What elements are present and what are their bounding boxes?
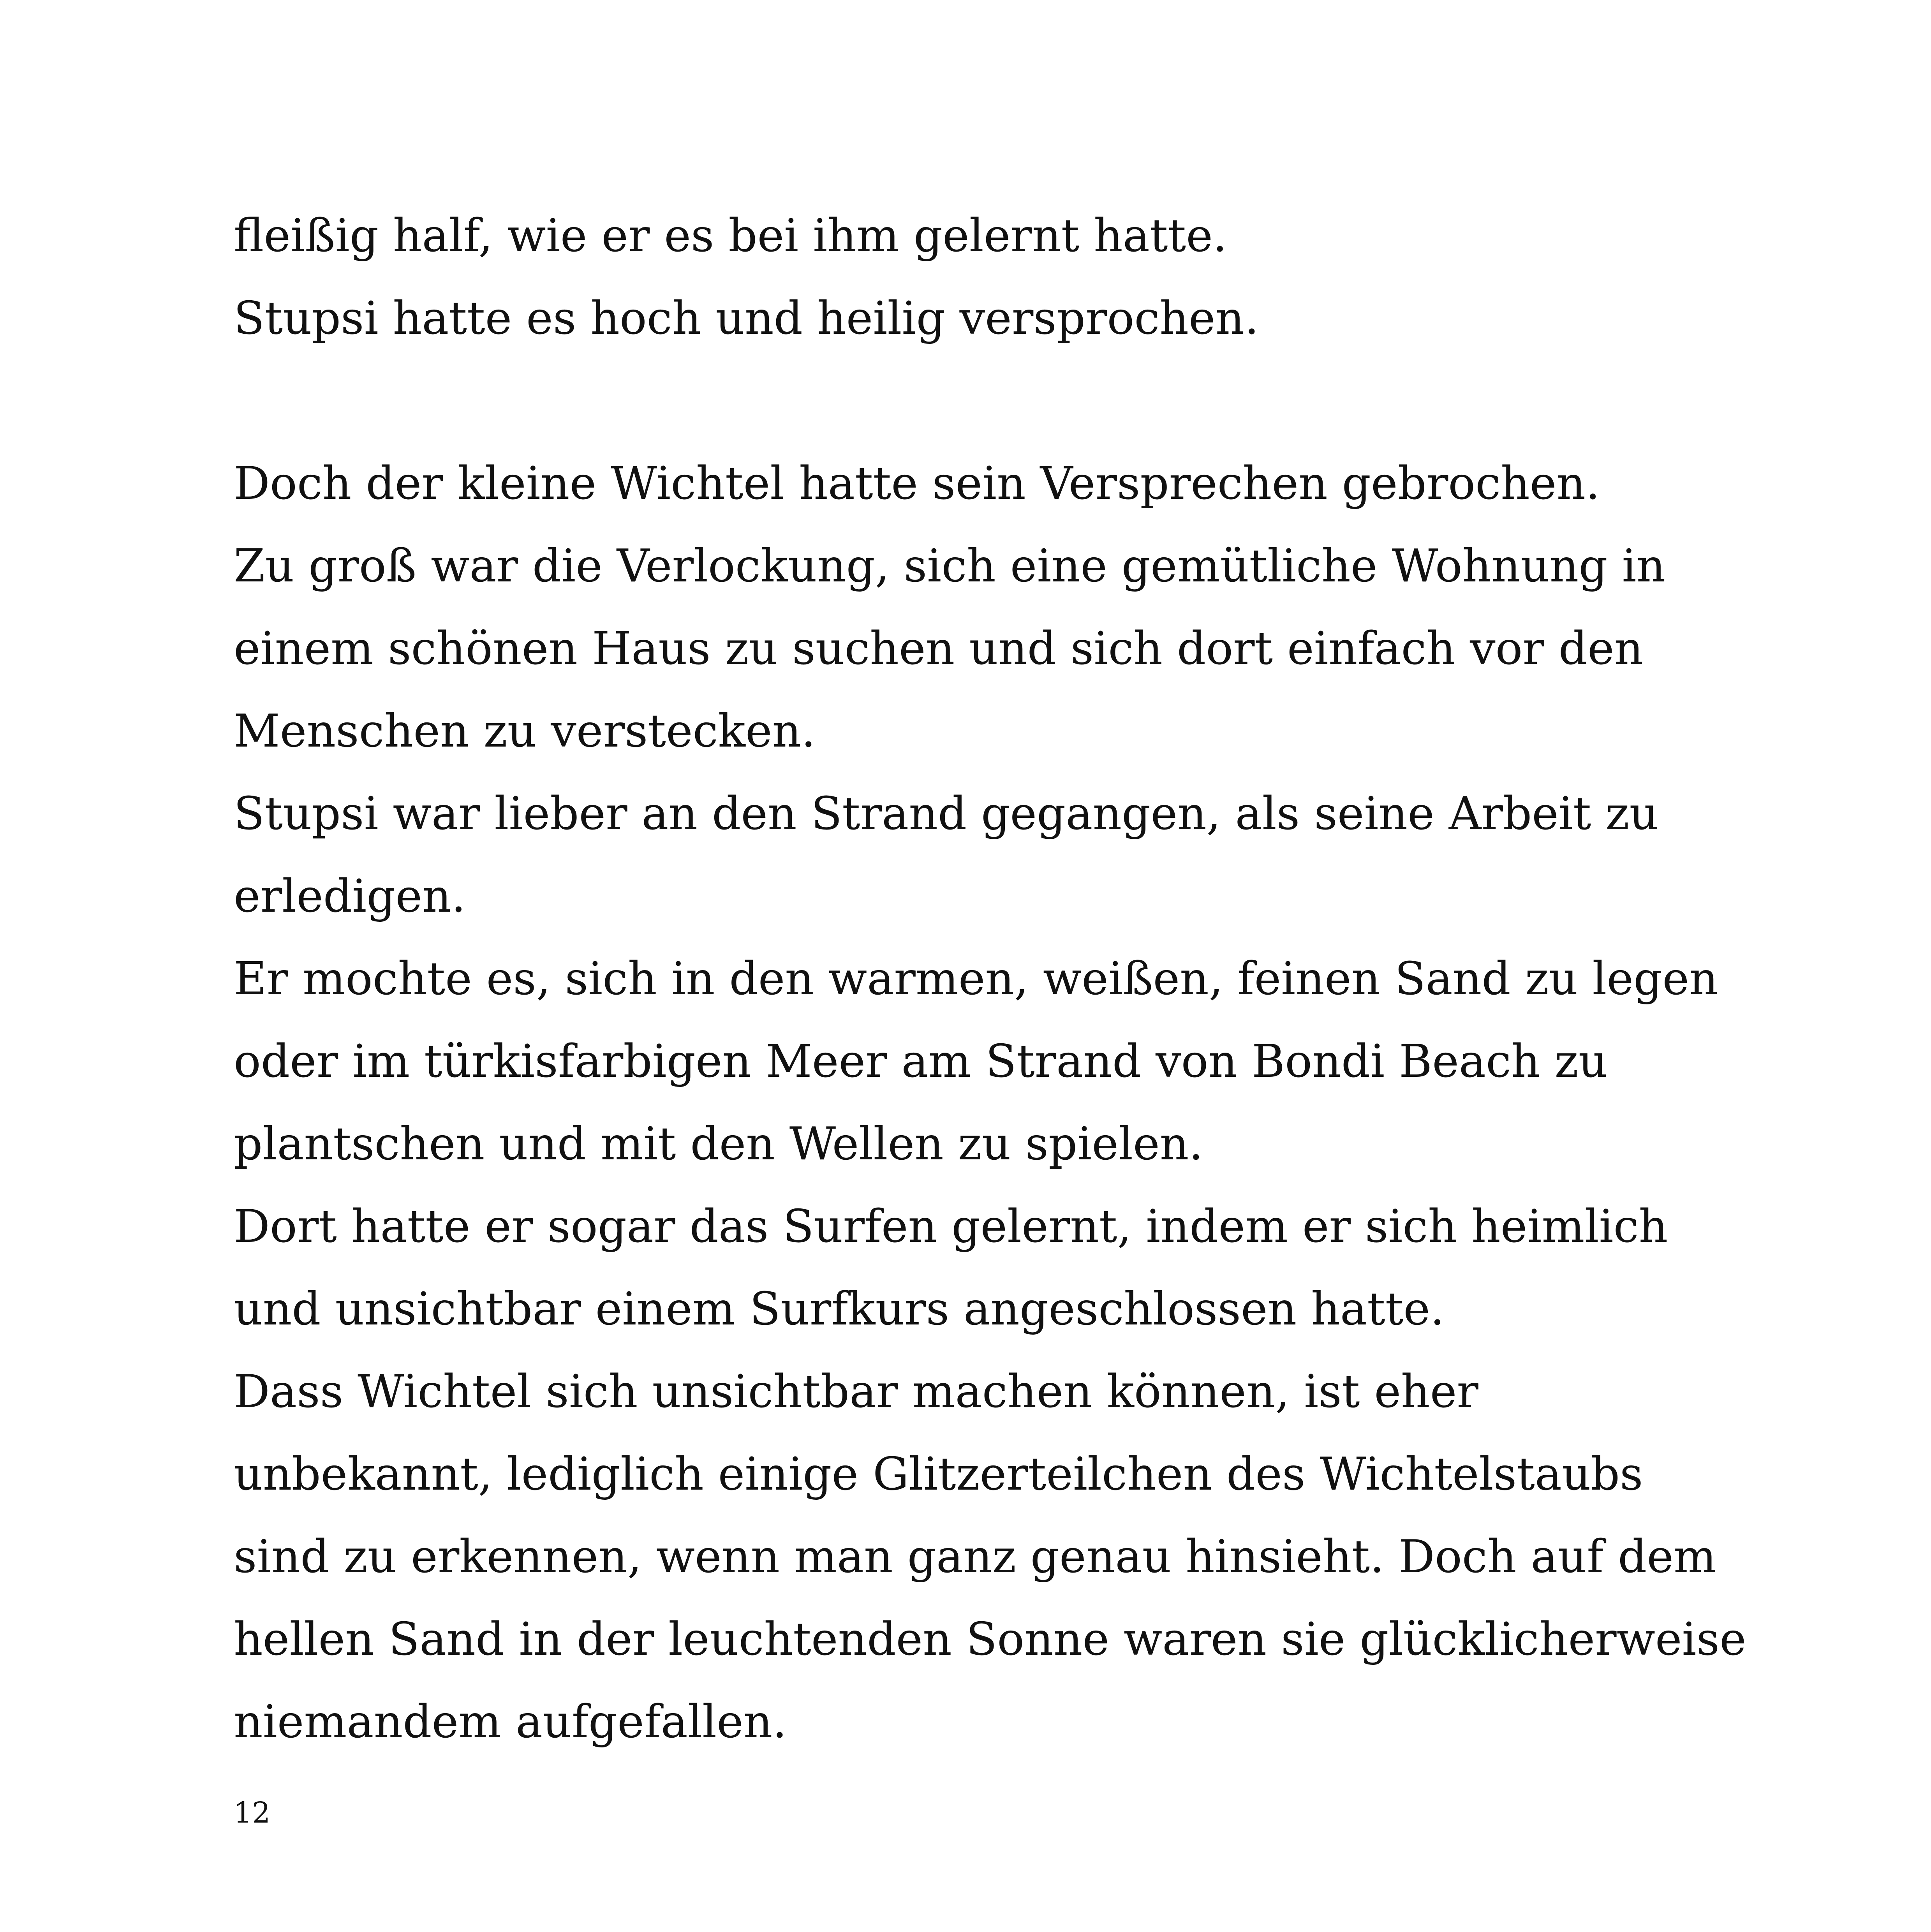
text-line: erledigen.: [234, 870, 466, 923]
text-line: Menschen zu verstecken.: [234, 705, 816, 757]
text-line: Dass Wichtel sich unsichtbar machen können, ist eher: [234, 1365, 1478, 1418]
text-line: fleißig half, wie er es bei ihm gelernt hatte.: [234, 210, 1227, 262]
text-line: Stupsi hatte es hoch und heilig versprochen.: [234, 292, 1259, 345]
text-line: sind zu erkennen, wenn man ganz genau hinsieht. Doch auf dem: [234, 1530, 1716, 1583]
text-line: und unsichtbar einem Surfkurs angeschlossen hatte.: [234, 1283, 1445, 1335]
page-number: 12: [234, 1796, 271, 1830]
text-line: Doch der kleine Wichtel hatte sein Versprechen gebrochen.: [234, 457, 1600, 510]
text-line: Er mochte es, sich in den warmen, weißen, feinen Sand zu legen: [234, 953, 1718, 1005]
text-line: oder im türkisfarbigen Meer am Strand von Bondi Beach zu: [234, 1035, 1608, 1088]
text-line: plantschen und mit den Wellen zu spielen.: [234, 1118, 1203, 1170]
paragraph-2: [234, 442, 1753, 1763]
paragraph-1: [234, 195, 1753, 360]
text-line: niemandem aufgefallen.: [234, 1696, 787, 1748]
paragraph-spacer: [234, 360, 1753, 442]
text-line: Dort hatte er sogar das Surfen gelernt, indem er sich heimlich: [234, 1200, 1668, 1253]
text-line: Stupsi war lieber an den Strand gegangen, als seine Arbeit zu: [234, 787, 1659, 840]
text-line: unbekannt, lediglich einige Glitzerteilchen des Wichtelstaubs: [234, 1448, 1643, 1501]
text-line: Zu groß war die Verlockung, sich eine gemütliche Wohnung in: [234, 540, 1666, 592]
text-line: hellen Sand in der leuchtenden Sonne waren sie glücklicherweise: [234, 1613, 1746, 1666]
page-text: [234, 195, 1753, 1763]
text-line: einem schönen Haus zu suchen und sich dort einfach vor den: [234, 622, 1644, 675]
